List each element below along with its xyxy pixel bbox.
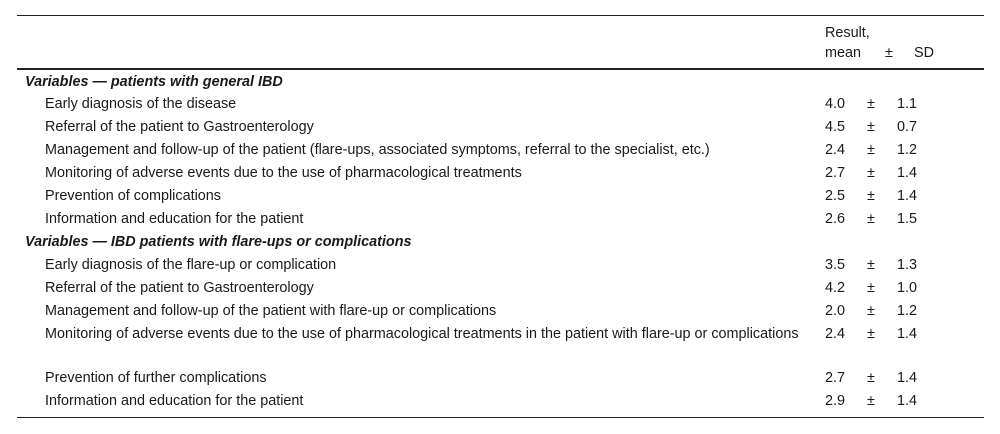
row-mean: 2.0 [825,303,846,319]
row-sd: 0.7 [897,119,918,135]
row-mean: 3.5 [825,257,846,273]
row-plus-minus: ± [867,119,875,135]
row-plus-minus: ± [867,142,875,158]
row-sd: 1.2 [897,303,918,319]
row-sd: 1.1 [897,96,918,112]
row-label: Information and education for the patient [45,211,304,227]
row-plus-minus: ± [867,96,875,112]
row-label: Early diagnosis of the flare-up or complication [45,257,337,273]
row-mean: 2.7 [825,370,846,386]
row-sd: 1.4 [897,393,918,409]
row-label: Management and follow-up of the patient (flare-ups, associated symptoms, referral to the specialist, etc.) [45,142,710,158]
row-label: Early diagnosis of the disease [45,96,237,112]
row-sd: 1.4 [897,326,918,342]
row-label: Monitoring of adverse events due to the use of pharmacological treatments [45,165,522,181]
row-plus-minus: ± [867,165,875,181]
row-mean: 2.7 [825,165,846,181]
row-plus-minus: ± [867,280,875,296]
row-label: Prevention of further complications [45,370,267,386]
row-mean: 2.9 [825,393,846,409]
row-label: Referral of the patient to Gastroenterology [45,280,314,296]
row-plus-minus: ± [867,188,875,204]
header-plus-minus: ± [885,45,893,61]
row-label: Referral of the patient to Gastroenterology [45,119,314,135]
row-plus-minus: ± [867,211,875,227]
row-mean: 4.0 [825,96,846,112]
row-mean: 4.2 [825,280,846,296]
row-plus-minus: ± [867,370,875,386]
row-label: Prevention of complications [45,188,221,204]
group-heading: Variables — IBD patients with flare-ups or complications [25,234,412,250]
table-top-rule [17,15,984,16]
row-plus-minus: ± [867,326,875,342]
row-label: Monitoring of adverse events due to the use of pharmacological treatments in the patient with flare-up or complications [45,326,799,342]
row-mean: 2.4 [825,326,846,342]
row-sd: 1.2 [897,142,918,158]
table-bottom-rule [17,417,984,418]
row-label: Information and education for the patient [45,393,304,409]
header-mean: mean [825,45,861,61]
row-sd: 1.0 [897,280,918,296]
row-plus-minus: ± [867,257,875,273]
row-mean: 2.5 [825,188,846,204]
row-mean: 2.6 [825,211,846,227]
header-rule [17,68,984,70]
row-sd: 1.5 [897,211,918,227]
row-plus-minus: ± [867,393,875,409]
header-result: Result, [825,25,870,41]
row-mean: 4.5 [825,119,846,135]
row-mean: 2.4 [825,142,846,158]
header-sd: SD [914,45,934,61]
row-sd: 1.4 [897,370,918,386]
row-sd: 1.4 [897,188,918,204]
row-sd: 1.4 [897,165,918,181]
row-plus-minus: ± [867,303,875,319]
group-heading: Variables — patients with general IBD [25,74,283,90]
row-label: Management and follow-up of the patient with flare-up or complications [45,303,497,319]
row-sd: 1.3 [897,257,918,273]
